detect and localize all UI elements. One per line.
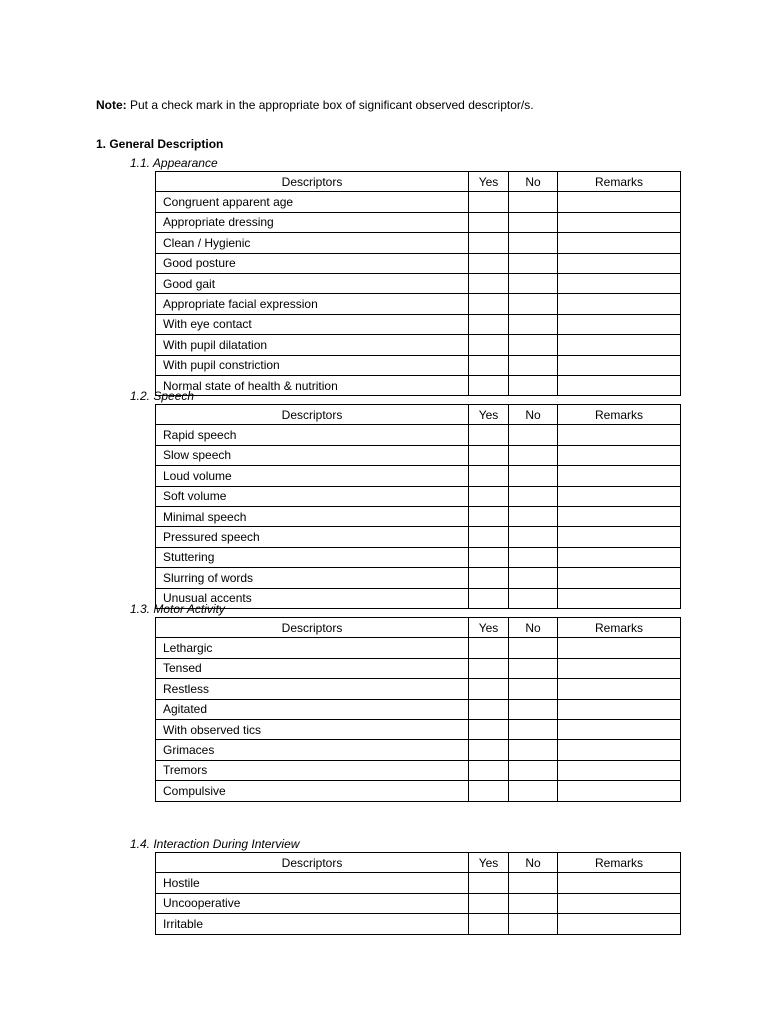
yes-checkbox-cell[interactable] bbox=[469, 658, 509, 678]
descriptor-table-appearance bbox=[155, 171, 681, 396]
descriptor-table-speech bbox=[155, 404, 681, 609]
table-row bbox=[156, 873, 681, 893]
descriptors-header: Descriptors bbox=[156, 618, 469, 638]
descriptor-cell: With eye contact bbox=[156, 314, 469, 334]
remarks-cell[interactable] bbox=[558, 568, 681, 588]
no-checkbox-cell[interactable] bbox=[509, 294, 558, 314]
remarks-cell[interactable] bbox=[558, 506, 681, 526]
remarks-cell[interactable] bbox=[558, 638, 681, 658]
table-row bbox=[156, 466, 681, 486]
no-checkbox-cell[interactable] bbox=[509, 212, 558, 232]
remarks-cell[interactable] bbox=[558, 314, 681, 334]
yes-checkbox-cell[interactable] bbox=[469, 314, 509, 334]
descriptor-cell: Soft volume bbox=[156, 486, 469, 506]
descriptors-header: Descriptors bbox=[156, 853, 469, 873]
yes-checkbox-cell[interactable] bbox=[469, 486, 509, 506]
no-checkbox-cell[interactable] bbox=[509, 506, 558, 526]
no-checkbox-cell[interactable] bbox=[509, 658, 558, 678]
table-row bbox=[156, 335, 681, 355]
descriptor-cell: Uncooperative bbox=[156, 893, 469, 913]
descriptor-cell: With pupil dilatation bbox=[156, 335, 469, 355]
no-header: No bbox=[509, 172, 558, 192]
yes-checkbox-cell[interactable] bbox=[469, 212, 509, 232]
yes-checkbox-cell[interactable] bbox=[469, 568, 509, 588]
table-row bbox=[156, 355, 681, 375]
remarks-header: Remarks bbox=[558, 618, 681, 638]
subsection-title: 1.1. Appearance bbox=[130, 156, 218, 170]
table-row bbox=[156, 781, 681, 801]
yes-checkbox-cell[interactable] bbox=[469, 506, 509, 526]
table-row bbox=[156, 273, 681, 293]
yes-checkbox-cell[interactable] bbox=[469, 445, 509, 465]
descriptor-cell: Irritable bbox=[156, 914, 469, 934]
descriptor-cell: Stuttering bbox=[156, 547, 469, 567]
table-row bbox=[156, 253, 681, 273]
no-checkbox-cell[interactable] bbox=[509, 638, 558, 658]
descriptor-cell: Minimal speech bbox=[156, 506, 469, 526]
remarks-cell[interactable] bbox=[558, 719, 681, 739]
yes-header: Yes bbox=[469, 172, 509, 192]
remarks-cell[interactable] bbox=[558, 486, 681, 506]
table-row bbox=[156, 506, 681, 526]
yes-checkbox-cell[interactable] bbox=[469, 294, 509, 314]
note-text: Put a check mark in the appropriate box of significant observed descriptor/s. bbox=[126, 98, 534, 112]
table-row bbox=[156, 192, 681, 212]
yes-checkbox-cell[interactable] bbox=[469, 355, 509, 375]
no-checkbox-cell[interactable] bbox=[509, 719, 558, 739]
remarks-cell[interactable] bbox=[558, 425, 681, 445]
remarks-cell[interactable] bbox=[558, 233, 681, 253]
descriptor-cell: Hostile bbox=[156, 873, 469, 893]
no-checkbox-cell[interactable] bbox=[509, 253, 558, 273]
yes-checkbox-cell[interactable] bbox=[469, 335, 509, 355]
no-checkbox-cell[interactable] bbox=[509, 466, 558, 486]
descriptor-cell: Tensed bbox=[156, 658, 469, 678]
table-row bbox=[156, 638, 681, 658]
remarks-cell[interactable] bbox=[558, 466, 681, 486]
remarks-cell[interactable] bbox=[558, 679, 681, 699]
descriptor-cell: With pupil constriction bbox=[156, 355, 469, 375]
yes-checkbox-cell[interactable] bbox=[469, 893, 509, 913]
subsection-title: 1.4. Interaction During Interview bbox=[130, 837, 300, 851]
remarks-cell[interactable] bbox=[558, 335, 681, 355]
descriptor-cell: Congruent apparent age bbox=[156, 192, 469, 212]
table-row bbox=[156, 568, 681, 588]
table-row bbox=[156, 740, 681, 760]
remarks-cell[interactable] bbox=[558, 355, 681, 375]
descriptor-cell: Appropriate facial expression bbox=[156, 294, 469, 314]
remarks-cell[interactable] bbox=[558, 914, 681, 934]
remarks-cell[interactable] bbox=[558, 547, 681, 567]
yes-header: Yes bbox=[469, 405, 509, 425]
no-checkbox-cell[interactable] bbox=[509, 679, 558, 699]
descriptor-cell: Grimaces bbox=[156, 740, 469, 760]
yes-header: Yes bbox=[469, 853, 509, 873]
table-header-row bbox=[156, 618, 681, 638]
no-checkbox-cell[interactable] bbox=[509, 335, 558, 355]
descriptor-cell: Slurring of words bbox=[156, 568, 469, 588]
no-checkbox-cell[interactable] bbox=[509, 568, 558, 588]
no-checkbox-cell[interactable] bbox=[509, 425, 558, 445]
remarks-cell[interactable] bbox=[558, 192, 681, 212]
yes-checkbox-cell[interactable] bbox=[469, 466, 509, 486]
table-row bbox=[156, 445, 681, 465]
yes-checkbox-cell[interactable] bbox=[469, 527, 509, 547]
remarks-cell[interactable] bbox=[558, 273, 681, 293]
descriptor-cell: Appropriate dressing bbox=[156, 212, 469, 232]
no-checkbox-cell[interactable] bbox=[509, 527, 558, 547]
descriptors-header: Descriptors bbox=[156, 405, 469, 425]
table-row bbox=[156, 679, 681, 699]
no-checkbox-cell[interactable] bbox=[509, 375, 558, 395]
descriptor-cell: Unusual accents bbox=[156, 588, 469, 608]
descriptor-cell: Good posture bbox=[156, 253, 469, 273]
no-checkbox-cell[interactable] bbox=[509, 273, 558, 293]
yes-checkbox-cell[interactable] bbox=[469, 588, 509, 608]
remarks-cell[interactable] bbox=[558, 760, 681, 780]
no-checkbox-cell[interactable] bbox=[509, 547, 558, 567]
table-row bbox=[156, 547, 681, 567]
table-row bbox=[156, 375, 681, 395]
table-row bbox=[156, 294, 681, 314]
no-checkbox-cell[interactable] bbox=[509, 445, 558, 465]
descriptor-cell: Rapid speech bbox=[156, 425, 469, 445]
table-row bbox=[156, 527, 681, 547]
no-checkbox-cell[interactable] bbox=[509, 914, 558, 934]
no-checkbox-cell[interactable] bbox=[509, 893, 558, 913]
yes-checkbox-cell[interactable] bbox=[469, 914, 509, 934]
yes-checkbox-cell[interactable] bbox=[469, 253, 509, 273]
descriptor-cell: Normal state of health & nutrition bbox=[156, 375, 469, 395]
table-row bbox=[156, 893, 681, 913]
subsection-title: 1.2. Speech bbox=[130, 389, 195, 403]
table-row bbox=[156, 588, 681, 608]
remarks-cell[interactable] bbox=[558, 873, 681, 893]
descriptor-cell: Loud volume bbox=[156, 466, 469, 486]
yes-checkbox-cell[interactable] bbox=[469, 273, 509, 293]
table-row bbox=[156, 914, 681, 934]
no-checkbox-cell[interactable] bbox=[509, 781, 558, 801]
yes-checkbox-cell[interactable] bbox=[469, 781, 509, 801]
remarks-cell[interactable] bbox=[558, 212, 681, 232]
table-header-row bbox=[156, 853, 681, 873]
table-row bbox=[156, 233, 681, 253]
no-checkbox-cell[interactable] bbox=[509, 355, 558, 375]
descriptor-cell: Lethargic bbox=[156, 638, 469, 658]
remarks-cell[interactable] bbox=[558, 253, 681, 273]
descriptor-cell: Pressured speech bbox=[156, 527, 469, 547]
table-row bbox=[156, 314, 681, 334]
yes-checkbox-cell[interactable] bbox=[469, 760, 509, 780]
remarks-cell[interactable] bbox=[558, 893, 681, 913]
descriptor-cell: Clean / Hygienic bbox=[156, 233, 469, 253]
remarks-header: Remarks bbox=[558, 853, 681, 873]
remarks-cell[interactable] bbox=[558, 658, 681, 678]
yes-checkbox-cell[interactable] bbox=[469, 192, 509, 212]
table-row bbox=[156, 486, 681, 506]
descriptor-cell: Slow speech bbox=[156, 445, 469, 465]
remarks-cell[interactable] bbox=[558, 375, 681, 395]
yes-header: Yes bbox=[469, 618, 509, 638]
yes-checkbox-cell[interactable] bbox=[469, 638, 509, 658]
no-checkbox-cell[interactable] bbox=[509, 314, 558, 334]
remarks-header: Remarks bbox=[558, 172, 681, 192]
yes-checkbox-cell[interactable] bbox=[469, 699, 509, 719]
descriptor-cell: Good gait bbox=[156, 273, 469, 293]
descriptor-cell: Tremors bbox=[156, 760, 469, 780]
descriptor-cell: With observed tics bbox=[156, 719, 469, 739]
table-row bbox=[156, 425, 681, 445]
no-checkbox-cell[interactable] bbox=[509, 740, 558, 760]
table-header-row bbox=[156, 172, 681, 192]
remarks-cell[interactable] bbox=[558, 699, 681, 719]
subsection-title: 1.3. Motor Activity bbox=[130, 602, 225, 616]
no-checkbox-cell[interactable] bbox=[509, 760, 558, 780]
table-row bbox=[156, 760, 681, 780]
remarks-cell[interactable] bbox=[558, 588, 681, 608]
no-checkbox-cell[interactable] bbox=[509, 192, 558, 212]
descriptors-header: Descriptors bbox=[156, 172, 469, 192]
table-row bbox=[156, 212, 681, 232]
yes-checkbox-cell[interactable] bbox=[469, 740, 509, 760]
no-checkbox-cell[interactable] bbox=[509, 588, 558, 608]
descriptor-cell: Restless bbox=[156, 679, 469, 699]
remarks-cell[interactable] bbox=[558, 445, 681, 465]
remarks-cell[interactable] bbox=[558, 527, 681, 547]
yes-checkbox-cell[interactable] bbox=[469, 425, 509, 445]
no-header: No bbox=[509, 853, 558, 873]
descriptor-table-interaction-during-interview bbox=[155, 852, 681, 935]
yes-checkbox-cell[interactable] bbox=[469, 233, 509, 253]
table-row bbox=[156, 658, 681, 678]
table-header-row bbox=[156, 405, 681, 425]
no-header: No bbox=[509, 618, 558, 638]
table-row bbox=[156, 719, 681, 739]
no-checkbox-cell[interactable] bbox=[509, 699, 558, 719]
yes-checkbox-cell[interactable] bbox=[469, 375, 509, 395]
instruction-note bbox=[96, 98, 534, 112]
remarks-cell[interactable] bbox=[558, 294, 681, 314]
table-row bbox=[156, 699, 681, 719]
note-label: Note: bbox=[96, 98, 127, 112]
descriptor-cell: Agitated bbox=[156, 699, 469, 719]
remarks-header: Remarks bbox=[558, 405, 681, 425]
no-checkbox-cell[interactable] bbox=[509, 486, 558, 506]
no-checkbox-cell[interactable] bbox=[509, 873, 558, 893]
no-header: No bbox=[509, 405, 558, 425]
descriptor-cell: Compulsive bbox=[156, 781, 469, 801]
remarks-cell[interactable] bbox=[558, 781, 681, 801]
remarks-cell[interactable] bbox=[558, 740, 681, 760]
section-title: 1. General Description bbox=[96, 137, 224, 151]
yes-checkbox-cell[interactable] bbox=[469, 719, 509, 739]
descriptor-table-motor-activity bbox=[155, 617, 681, 802]
yes-checkbox-cell[interactable] bbox=[469, 547, 509, 567]
no-checkbox-cell[interactable] bbox=[509, 233, 558, 253]
yes-checkbox-cell[interactable] bbox=[469, 679, 509, 699]
yes-checkbox-cell[interactable] bbox=[469, 873, 509, 893]
